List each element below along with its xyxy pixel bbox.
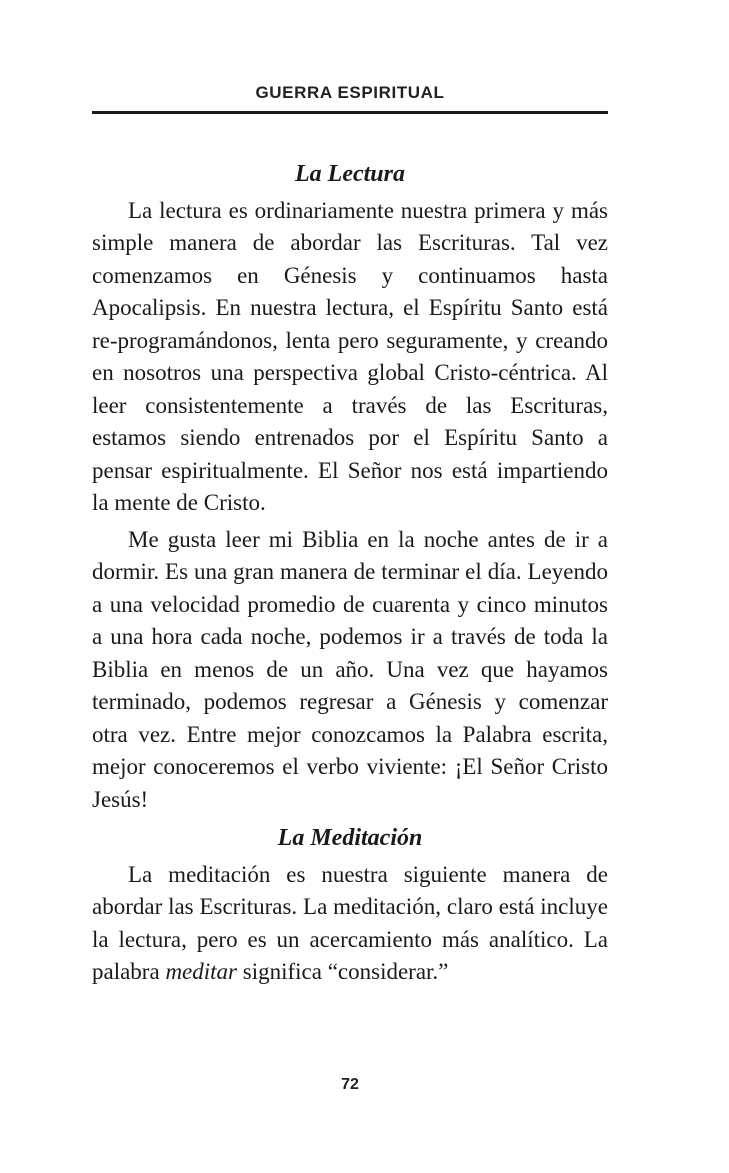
paragraph-lectura-1: La lectura es ordinariamente nuestra primera y más simple manera de abordar las Escrituras. Tal vez comenzamos en Génesis y continuamos hasta Apocalipsis. En nuestra lectura, el Espíritu Santo está re-programándonos, lenta pero seguramente, y creando en nosotros una perspectiva global Cristo-céntrica. Al leer consistentemente a través de las Escrituras, estamos siendo entrenados por el Espíritu Santo a pensar espiritualmente. El Señor nos está impartiendo la mente de Cristo. [92, 197, 608, 515]
paragraph-meditacion-1 [92, 859, 608, 989]
paragraph-lectura-2: Me gusta leer mi Biblia en la noche antes de ir a dormir. Es una gran manera de terminar el día. Leyendo a una velocidad promedio de cuarenta y cinco minutos a una hora cada noche, podemos ir a través de toda la Biblia en menos de un año. Una vez que hayamos terminado, podemos regresar a Génesis y comenzar otra vez. Entre mejor conozcamos la Palabra escrita, mejor conoceremos el verbo viviente: ¡El Señor Cristo Jesús! [92, 526, 608, 812]
section-title-lectura: La Lectura [295, 161, 405, 187]
page-number: 72 [341, 1076, 359, 1093]
paragraph-text-end: significa “considerar.” [237, 959, 449, 984]
header-rule [92, 111, 608, 114]
section-title-meditacion: La Meditación [277, 825, 423, 851]
book-page [92, 0, 608, 1173]
emphasized-word: meditar [165, 959, 237, 984]
running-head: GUERRA ESPIRITUAL [255, 83, 445, 102]
body-text [92, 156, 608, 989]
paragraph-text-start: La meditación es nuestra siguiente manera de abordar las Escrituras. La meditación, claro está incluye la lectura, pero es un acercamiento más analítico. La palabra [92, 861, 608, 984]
